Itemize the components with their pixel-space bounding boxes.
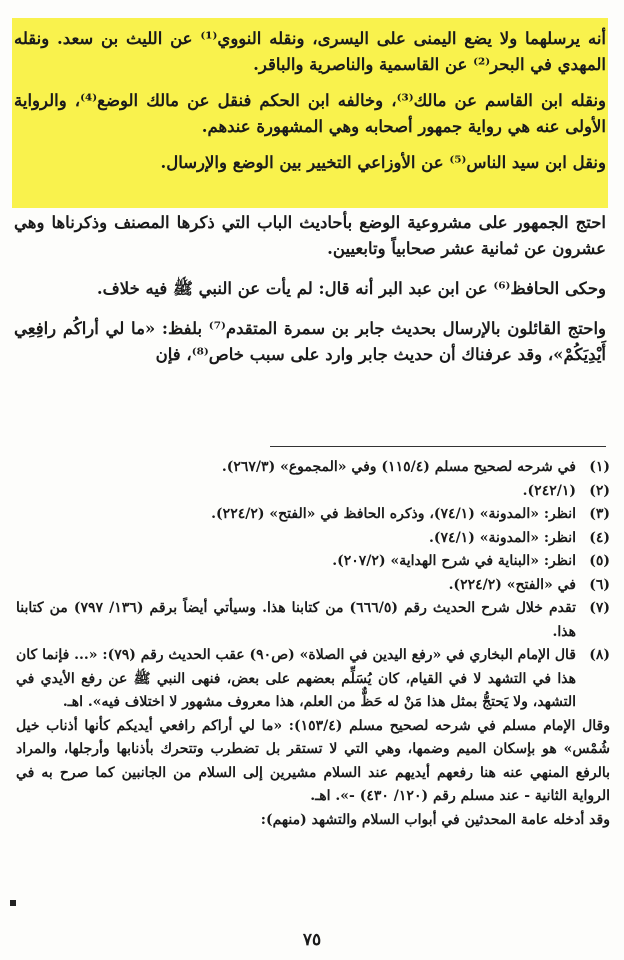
footnote-5 [16,550,610,574]
footnote-number: (٨) [589,647,610,663]
highlighted-paragraph-2: ونقله ابن القاسم عن مالك⁽³⁾، وخالفه ابن الحكم فنقل عن مالك الوضع⁽⁴⁾، والرواية الأولى عنه هي رواية جمهور أصحابه وهي المشهورة عندهم. [14,91,607,136]
footnote-8 [16,644,610,715]
footnote-number: (١) [589,459,610,475]
footnote-1 [16,456,610,480]
body-paragraph-3: واحتج القائلون بالإرسال بحديث جابر بن سمرة المتقدم⁽⁷⁾ بلفظ: «ما لي أراكُم رافِعِي أَيْدِيَكُمْ»، وقد عرفناك أن حديث جابر وارد على سبب خاص⁽⁸⁾، فإن [14,319,606,364]
body-paragraph-1: احتج الجمهور على مشروعية الوضع بأحاديث الباب التي ذكرها المصنف وذكرناها وهي عشرون عن ثمانية عشر صحابياً وتابعيين. [14,213,606,258]
footnote-number: (٢) [589,482,610,499]
footnote-4 [16,527,610,551]
footnote-2 [16,480,610,504]
footnote-text: في «الفتح» (٢٢٤/٢). [448,576,576,593]
footnote-text: في شرحه لصحيح مسلم (١١٥/٤) وفي «المجموع» (٢٦٧/٣). [221,459,576,475]
footnote-text: قال الإمام البخاري في «رفع اليدين في الصلاة» (ص٩٠) عقب الحديث رقم (٧٩): «... فإنما كان هذا في التشهد لا في القيام، كان يُسَلِّم بعضهم على بعض، فنهى النبي ﷺ عن رفع الأيدي في التشهد، ولا يَحتجُّ بمثل هذا مَنْ له حَظٌّ من العلم، هذا معروف مشهور لا اختلاف فيه». اهـ. [16,647,576,710]
footnote-7 [16,597,610,644]
footnote-text: تقدم خلال شرح الحديث رقم (٦٦٦/٥) من كتابنا هذا. وسيأتي أيضاً برقم (١٣٦/ ٧٩٧) من كتابنا هذا. [16,600,577,640]
page-number: ٧٥ [302,930,322,950]
highlighted-paragraph-3: ونقل ابن سيد الناس⁽⁵⁾ عن الأوزاعي التخيير بين الوضع والإرسال. [160,153,606,172]
footnote-number: (٤) [589,529,610,546]
footnote-continuation-2: وقد أدخله عامة المحدثين في أبواب السلام والتشهد (منهم): [260,811,610,828]
footnote-text: انظر: «المدونة» (٧٤/١)، وذكره الحافظ في «الفتح» (٢٢٤/٢). [211,506,576,522]
highlighted-passage [14,26,606,186]
footnote-number: (٧) [589,600,610,616]
footnote-text: انظر: «المدونة» (٧٤/١). [429,529,576,546]
highlighted-paragraph-1: أنه يرسلهما ولا يضع اليمنى على اليسرى، ونقله النووي⁽¹⁾ عن الليث بن سعد. ونقله المهدي في البحر⁽²⁾ عن القاسمية والناصرية والباقر. [14,29,606,74]
footnote-6 [16,574,610,598]
footnote-divider [270,446,606,447]
body-paragraph-2: وحكى الحافظ⁽⁶⁾ عن ابن عبد البر أنه قال: لم يأت عن النبي ﷺ فيه خلاف. [96,279,606,298]
footnote-continuation-1: وقال الإمام مسلم في شرحه لصحيح مسلم (١٥٣/٤): «ما لي أراكم رافعي أيديكم كأنها أذناب خيل شُمْس» هو بإسكان الميم وضمها، وهي التي لا تستقر بل تضطرب وتتحرك بأذنابها وأرجلها، والمراد بالرفع المنهي عنه هنا رفعهم أيديهم عند السلام مشيرين إلى السلام من الجانبين كما صرح به في الرواية الثانية - عند مسلم رقم (١٢٠/ ٤٣٠) -». اهـ. [16,717,610,804]
footnote-3 [16,503,610,527]
footnote-text: (٢٤٢/١). [522,482,576,499]
footnote-number: (٣) [589,506,610,522]
margin-mark [10,900,16,906]
footnotes [16,456,610,832]
body-text [14,210,606,382]
footnote-text: انظر: «البناية في شرح الهداية» (٢٠٧/٢). [332,553,576,569]
footnote-number: (٦) [589,576,610,593]
footnote-number: (٥) [589,553,610,569]
